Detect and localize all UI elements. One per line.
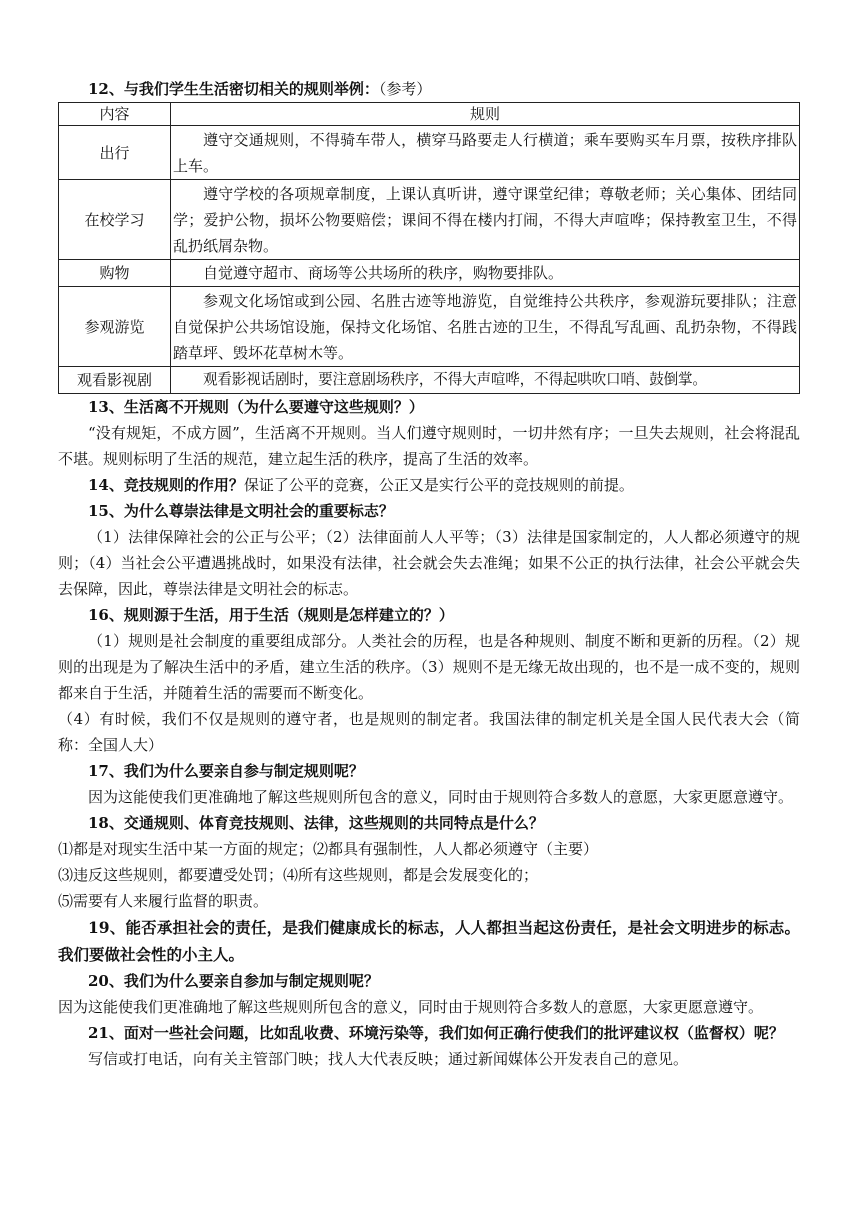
column-header-rules: 规则 <box>171 103 800 126</box>
row-category: 参观游览 <box>59 287 171 367</box>
column-header-content: 内容 <box>59 103 171 126</box>
q18-line-2: ⑶违反这些规则，都要遭受处罚；⑷所有这些规则，都是会发展变化的； <box>58 866 539 884</box>
document-page <box>58 76 800 1072</box>
q21-heading: 21、面对一些社会问题，比如乱收费、环境污染等，我们如何正确行使我们的批评建议权（监督权）呢？ <box>88 1024 784 1042</box>
row-rule: 自觉遵守超市、商场等公共场所的秩序，购物要排队。 <box>171 260 800 287</box>
row-rule: 遵守学校的各项规章制度，上课认真听讲，遵守课堂纪律；尊敬老师；关心集体、团结同学；爱护公物，损坏公物要赔偿；课间不得在楼内打闹，不得大声喧哗；保持教室卫生，不得乱扔纸屑杂物。 <box>171 180 800 260</box>
row-rule: 遵守交通规则，不得骑车带人，横穿马路要走人行横道；乘车要购买车月票，按秩序排队上车。 <box>171 126 800 180</box>
q12-heading <box>58 76 800 102</box>
table-row <box>59 126 800 180</box>
q12-ref-note: （参考） <box>378 80 432 98</box>
row-rule: 观看影视话剧时，要注意剧场秩序，不得大声喧哗，不得起哄吹口哨、鼓倒掌。 <box>171 367 800 394</box>
q17-heading: 17、我们为什么要亲自参与制定规则呢？ <box>88 762 364 780</box>
q17-body: 因为这能使我们更准确地了解这些规则所包含的意义，同时由于规则符合多数人的意愿，大家更愿意遵守。 <box>88 788 794 806</box>
q20-body: 因为这能使我们更准确地了解这些规则所包含的意义，同时由于规则符合多数人的意愿，大家更愿意遵守。 <box>58 998 764 1016</box>
q16-heading: 16、规则源于生活，用于生活（规则是怎样建立的？） <box>88 606 454 624</box>
row-category: 在校学习 <box>59 180 171 260</box>
q16-body-2: （4）有时候，我们不仅是规则的遵守者，也是规则的制定者。我国法律的制定机关是全国人民代表大会（简称：全国人大） <box>58 710 800 754</box>
q14-paragraph <box>58 472 800 498</box>
q14-heading: 14、竞技规则的作用？ <box>88 476 244 494</box>
q20-heading: 20、我们为什么要亲自参加与制定规则呢？ <box>88 972 379 990</box>
rules-table <box>58 102 800 394</box>
q18-line-1: ⑴都是对现实生活中某一方面的规定；⑵都具有强制性，人人都必须遵守（主要） <box>58 840 599 858</box>
q19-heading: 19、能否承担社会的责任，是我们健康成长的标志，人人都担当起这份责任，是社会文明进步的标志。我们要做社会性的小主人。 <box>58 918 800 964</box>
q18-line-3: ⑸需要有人来履行监督的职责。 <box>58 892 269 910</box>
q12-heading-text: 12、与我们学生生活密切相关的规则举例： <box>88 80 379 98</box>
q16-body-1: （1）规则是社会制度的重要组成部分。人类社会的历程，也是各种规则、制度不断和更新的历程。（2）规则的出现是为了解决生活中的矛盾，建立生活的秩序。（3）规则不是无缘无故出现的，也不是一成不变的，规则都来自于生活，并随着生活的需要而不断变化。 <box>58 632 800 702</box>
q15-body: （1）法律保障社会的公正与公平；（2）法律面前人人平等；（3）法律是国家制定的，人人都必须遵守的规则；（4）当社会公平遭遇挑战时，如果没有法律，社会就会失去准绳；如果不公正的执行法律，社会公平就会失去保障，因此，尊崇法律是文明社会的标志。 <box>58 528 800 598</box>
q14-body: 保证了公平的竞赛，公正又是实行公平的竞技规则的前提。 <box>243 476 634 494</box>
q15-heading: 15、为什么尊崇法律是文明社会的重要标志？ <box>88 502 394 520</box>
table-row <box>59 260 800 287</box>
row-category: 出行 <box>59 126 171 180</box>
table-row <box>59 180 800 260</box>
row-rule: 参观文化场馆或到公园、名胜古迹等地游览，自觉维持公共秩序，参观游玩要排队；注意自觉保护公共场馆设施，保持文化场馆、名胜古迹的卫生，不得乱写乱画、乱扔杂物，不得践踏草坪、毁坏花草树木等。 <box>171 287 800 367</box>
q21-body: 写信或打电话，向有关主管部门映；找人大代表反映；通过新闻媒体公开发表自己的意见。 <box>88 1050 689 1068</box>
q18-heading: 18、交通规则、体育竞技规则、法律，这些规则的共同特点是什么？ <box>88 814 544 832</box>
row-category: 购物 <box>59 260 171 287</box>
q13-heading: 13、生活离不开规则（为什么要遵守这些规则？） <box>88 398 424 416</box>
table-header-row <box>59 103 800 126</box>
row-category: 观看影视剧 <box>59 367 171 394</box>
q13-body: “没有规矩，不成方圆”，生活离不开规则。当人们遵守规则时，一切井然有序；一旦失去规则，社会将混乱不堪。规则标明了生活的规范，建立起生活的秩序，提高了生活的效率。 <box>58 424 800 468</box>
table-row <box>59 367 800 394</box>
table-row <box>59 287 800 367</box>
